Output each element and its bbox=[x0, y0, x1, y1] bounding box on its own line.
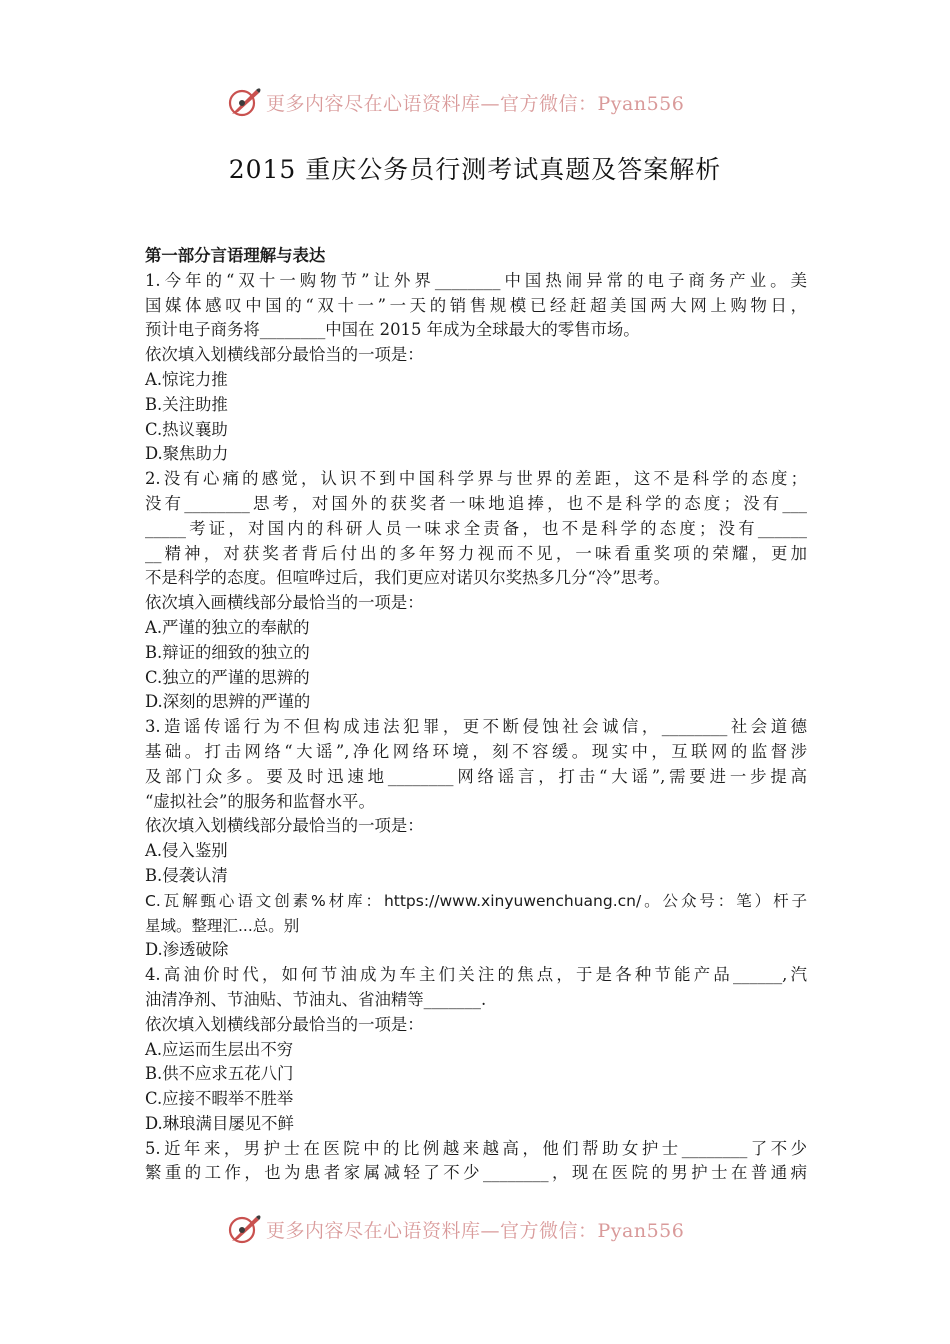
quill-pen-logo-icon bbox=[226, 1211, 262, 1247]
text-line: 依次填入画横线部分最恰当的一项是： bbox=[145, 593, 424, 613]
text-line: 及部门众多。要及时迅速地________网络谣言，打击“大谣”,需要进一步提高 bbox=[145, 766, 807, 786]
text-line: 国媒体感叹中国的“双十一”一天的销售规模已经赶超美国两大网上购物日， bbox=[145, 295, 807, 315]
text-line: B.供不应求五花八门 bbox=[145, 1064, 294, 1084]
watermark-text: 更多内容尽在心语资料库—官方微信：Pyan556 bbox=[266, 1219, 685, 1242]
text-line: 依次填入划横线部分最恰当的一项是： bbox=[145, 1014, 424, 1034]
watermark-text: 更多内容尽在心语资料库—官方微信：Pyan556 bbox=[266, 92, 685, 115]
footer-watermark bbox=[0, 1209, 950, 1249]
text-line: D.琳琅满目屡见不鲜 bbox=[145, 1113, 294, 1133]
text-line: D.聚焦助力 bbox=[145, 444, 229, 464]
text-line: 1.今年的“双十一购物节”让外界________中国热闹异常的电子商务产业。美 bbox=[145, 270, 807, 290]
text-line: D.渗透破除 bbox=[145, 940, 229, 960]
text-line: C.应接不暇举不胜举 bbox=[145, 1089, 294, 1109]
text-line: 星域。整理汇...总。别 bbox=[145, 916, 300, 935]
text-line: 不是科学的态度。但喧哗过后，我们更应对诺贝尔奖热多几分“冷”思考。 bbox=[145, 568, 670, 588]
section-heading: 第一部分言语理解与表达 bbox=[145, 246, 326, 265]
text-line: 依次填入划横线部分最恰当的一项是： bbox=[145, 816, 424, 836]
text-line: C.瓦解甄心语文创素%材库：https://www.xinyuwenchuang.cn/。公众号：笔）杆子 bbox=[145, 891, 807, 910]
document-title: 2015 重庆公务员行测考试真题及答案解析 bbox=[228, 155, 722, 184]
text-line: A.应运而生层出不穷 bbox=[145, 1039, 294, 1059]
text-line: B.侵袭认清 bbox=[145, 865, 228, 885]
text-line: 基础。打击网络“大谣”,净化网络环境，刻不容缓。现实中，互联网的监督涉 bbox=[145, 741, 807, 761]
text-line: 预计电子商务将________中国在 2015 年成为全球最大的零售市场。 bbox=[145, 320, 640, 340]
text-line: C.热议襄助 bbox=[145, 419, 228, 439]
text-line: 繁重的工作，也为患者家属减轻了不少________，现在医院的男护士在普通病 bbox=[145, 1163, 807, 1183]
text-line: “虚拟社会”的服务和监督水平。 bbox=[145, 791, 375, 811]
text-line: B.关注助推 bbox=[145, 394, 228, 414]
header-watermark bbox=[0, 82, 950, 122]
text-line: A.严谨的独立的奉献的 bbox=[145, 617, 310, 637]
text-line: 2.没有心痛的感觉，认识不到中国科学界与世界的差距，这不是科学的态度； bbox=[145, 469, 807, 489]
text-line: B.辩证的细致的独立的 bbox=[145, 642, 310, 662]
text-line: A.侵入鉴别 bbox=[145, 841, 228, 861]
text-line: 3.造谣传谣行为不但构成违法犯罪，更不断侵蚀社会诚信，________社会道德 bbox=[145, 717, 807, 737]
text-line: 没有________思考，对国外的获奖者一味地追捧，也不是科学的态度；没有___ bbox=[145, 493, 807, 513]
text-line: 4.高油价时代，如何节油成为车主们关注的焦点，于是各种节能产品______,汽 bbox=[145, 965, 807, 985]
text-line: _____考证，对国内的科研人员一味求全责备，也不是科学的态度；没有______ bbox=[145, 518, 807, 538]
text-line: A.惊诧力推 bbox=[145, 369, 228, 389]
text-line: C.独立的严谨的思辨的 bbox=[145, 667, 310, 687]
text-line: 依次填入划横线部分最恰当的一项是： bbox=[145, 345, 424, 365]
text-line: __精神，对获奖者背后付出的多年努力视而不见，一味看重奖项的荣耀，更加 bbox=[145, 543, 807, 563]
text-line: 5.近年来，男护士在医院中的比例越来越高，他们帮助女护士________了不少 bbox=[145, 1138, 807, 1158]
text-line: D.深刻的思辨的严谨的 bbox=[145, 692, 311, 712]
document-body bbox=[145, 244, 807, 1186]
text-line: 油清净剂、节油贴、节油丸、省油精等_______. bbox=[145, 989, 487, 1009]
quill-pen-logo-icon bbox=[226, 84, 262, 120]
